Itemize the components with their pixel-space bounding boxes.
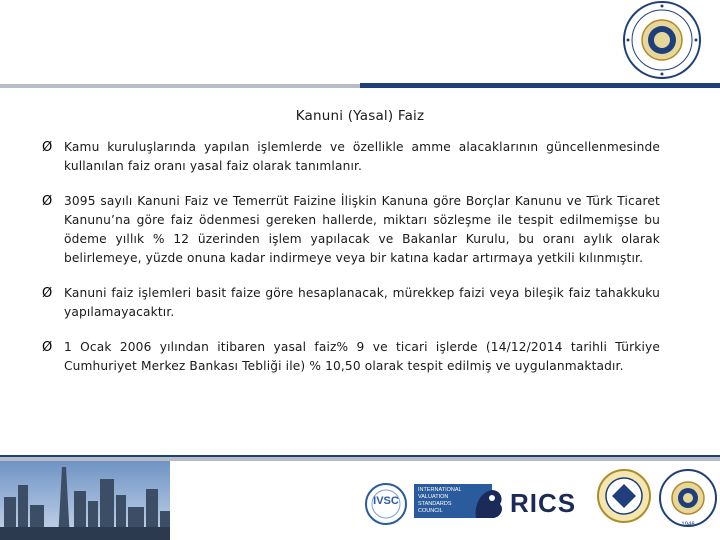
- bullet-arrow-icon: Ø: [42, 140, 53, 155]
- bullet-text: Kanuni faiz işlemleri basit faize göre hesaplanacak, mürekkep faizi veya bileşik faiz tahakkuku yapılamayacaktır.: [64, 286, 660, 319]
- bullet-arrow-icon: Ø: [42, 340, 53, 355]
- ivsc-name-line: STANDARDS: [418, 501, 452, 507]
- list-item: [42, 284, 660, 322]
- bullet-list: [42, 138, 660, 376]
- list-item: [42, 192, 660, 268]
- ivsc-name-line: COUNCIL: [418, 508, 443, 514]
- list-item: [42, 338, 660, 376]
- ivsc-name-line: INTERNATIONAL: [418, 487, 462, 493]
- partner-logos: [362, 462, 720, 540]
- ivsc-name-line: VALUATION: [418, 494, 449, 500]
- slide-title: Kanuni (Yasal) Faiz: [295, 108, 425, 124]
- bullet-arrow-icon: Ø: [42, 286, 53, 301]
- ankara-universitesi-seal-icon: [617, 0, 707, 84]
- bullet-arrow-icon: Ø: [42, 194, 53, 209]
- city-skyline-image: [0, 461, 170, 540]
- bullet-text: Kamu kuruluşlarında yapılan işlemlerde ve özellikle amme alacaklarının güncellenmesinde kullanılan faiz oranı yasal faiz olarak tanımlanır.: [64, 140, 660, 173]
- bullet-text: 1 Ocak 2006 yılından itibaren yasal faiz% 9 ve ticari işlerde (14/12/2014 tarihli Türkiye Cumhuriyet Merkez Bankası Tebliği ile) % 10,50 olarak tespit edilmiş ve uygulanmaktadır.: [64, 340, 660, 373]
- ivsc-abbr: IVSC: [373, 495, 399, 507]
- bullet-text: 3095 sayılı Kanuni Faiz ve Temerrüt Faizine İlişkin Kanuna göre Borçlar Kanunu ve Türk Ticaret Kanunu’na göre faiz ödenmesi gereken hallerde, miktarı sözleşme ile tespit edilmemişse bu ödeme yıllık % 12 üzerinden işlem yapılacak ve Bakanlar Kurulu, bu oranı aylık olarak belirlemeye, yüzde onuna kadar indirmeye veya bir katına kadar artırmaya yetkili kılınmıştır.: [64, 194, 660, 265]
- emblem-icon: [596, 466, 652, 526]
- rics-logo-text: RICS: [510, 488, 577, 518]
- list-item: [42, 138, 660, 176]
- rics-lion-icon: [470, 484, 508, 524]
- ankara-seal-year: 1946: [681, 522, 695, 528]
